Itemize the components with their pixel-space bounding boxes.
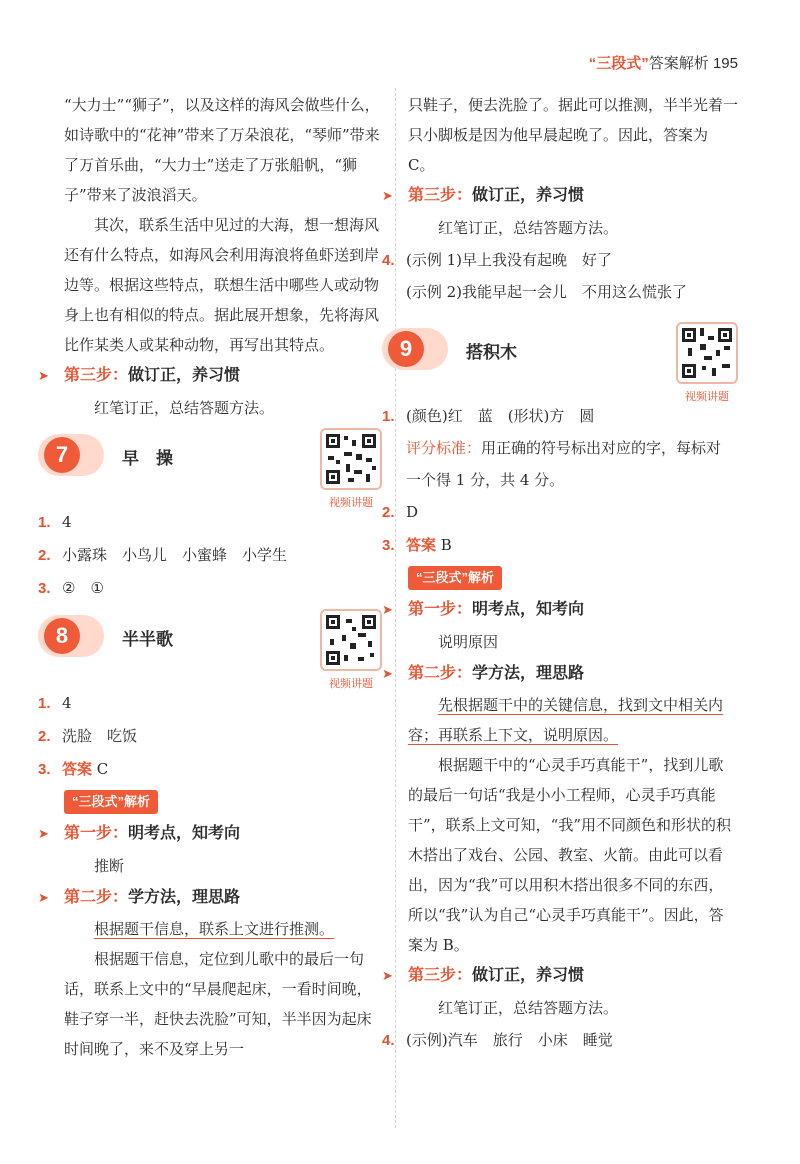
- qr-code-icon: [676, 322, 738, 384]
- header-title: 答案解析: [648, 55, 709, 72]
- qr-caption: 视频讲题: [329, 678, 373, 690]
- arrow-bullet-icon: ➤: [38, 368, 49, 383]
- paragraph: “大力士”“狮子”，以及这样的海风会做些什么，如诗歌中的“花神”带来了万朵浪花，“琴师”带来了万首乐曲，“大力士”送走了万张船帆，“狮子”带来了波浪滔天。: [64, 96, 380, 204]
- question-3: 3. ② ①: [38, 579, 104, 597]
- video-qr[interactable]: [676, 322, 738, 404]
- analysis-tag: “三段式”解析: [64, 790, 158, 814]
- step-heading: ➤ 第三步：做订正，养习惯: [382, 960, 738, 992]
- step-heading: ➤ 第二步：学方法，理思路: [38, 882, 382, 914]
- qr-caption: 视频讲题: [329, 497, 373, 509]
- question-1: 1. 4: [38, 694, 72, 712]
- step-text: 推断: [94, 857, 125, 875]
- lesson-title: 半半歌: [122, 630, 173, 649]
- question-3: 3. 答案 C: [38, 760, 109, 778]
- qr-code-icon: [320, 428, 382, 490]
- page-number: 195: [712, 55, 738, 72]
- lesson-header-9: [382, 322, 738, 403]
- qr-caption: 视频讲题: [685, 391, 729, 403]
- arrow-bullet-icon: ➤: [38, 826, 49, 841]
- step-text: 红笔订正，总结答题方法。: [94, 399, 275, 417]
- question-2: 2. D: [382, 503, 419, 521]
- arrow-bullet-icon: ➤: [382, 188, 393, 203]
- question-4: 4. (示例 1)早上我没有起晚 好了 (示例 2)我能早起一会儿 不用这么慌张了: [382, 251, 688, 301]
- video-qr[interactable]: [320, 609, 382, 691]
- method-text: 先根据题干中的关键信息，找到文中相关内容；再联系上下文，说明原因。: [408, 696, 724, 744]
- step-text: 红笔订正，总结答题方法。: [438, 999, 619, 1017]
- video-qr[interactable]: [320, 428, 382, 510]
- header-series: “三段式”: [588, 55, 649, 72]
- question-2: 2. 小露珠 小鸟儿 小蜜蜂 小学生: [38, 546, 288, 564]
- paragraph: 根据题干中的“心灵手巧真能干”，找到儿歌的最后一句话“我是小小工程师，心灵手巧真能干”，联系上文可知，“我”用不同颜色和形状的积木搭出了戏台、公园、教室、火箭。由此可以看出，因为“我”可以用积木搭出很多不同的东西，所以“我”认为自己“心灵手巧真能干”。因此，答案为 B。: [408, 756, 732, 954]
- step-heading: ➤ 第一步：明考点，知考向: [38, 818, 382, 850]
- lesson-number: 7: [44, 437, 80, 473]
- step-heading: ➤ 第三步：做订正，养习惯: [382, 180, 738, 212]
- lesson-title: 早 操: [122, 449, 173, 468]
- paragraph: 根据题干信息，定位到儿歌中的最后一句话，联系上文中的“早晨爬起床，一看时间晚，鞋子穿一半，赶快去洗脸”可知，半半因为起床时间晚了，来不及穿上另一: [64, 950, 372, 1058]
- arrow-bullet-icon: ➤: [382, 666, 393, 681]
- step-text: 说明原因: [438, 633, 499, 651]
- step-text: 红笔订正，总结答题方法。: [438, 219, 619, 237]
- analysis-tag: “三段式”解析: [408, 566, 502, 590]
- paragraph: 其次，联系生活中见过的大海，想一想海风还有什么特点，如海风会利用海浪将鱼虾送到岸边等。根据这些特点，联想生活中哪些人或动物身上也有相似的特点。据此展开想象，先将海风比作某类人或某种动物，再写出其特点。: [64, 216, 380, 354]
- lesson-header-7: [38, 428, 382, 509]
- lesson-number: 9: [388, 331, 424, 367]
- method-text: 根据题干信息，联系上文进行推测。: [94, 920, 335, 938]
- question-4: 4. (示例)汽车 旅行 小床 睡觉: [382, 1031, 613, 1049]
- lesson-header-8: [38, 609, 382, 690]
- question-3: 3. 答案 B: [382, 536, 452, 554]
- question-1: 1. (颜色)红 蓝 (形状)方 圆 评分标准：用正确的符号标出对应的字，每标对一个得 1 分，共 4 分。: [382, 407, 722, 489]
- arrow-bullet-icon: ➤: [38, 890, 49, 905]
- arrow-bullet-icon: ➤: [382, 968, 393, 983]
- criteria-label: 评分标准：: [406, 439, 482, 457]
- qr-code-icon: [320, 609, 382, 671]
- lesson-title: 搭积木: [466, 343, 517, 362]
- arrow-bullet-icon: ➤: [382, 602, 393, 617]
- question-1: 1. 4: [38, 513, 72, 531]
- step-heading: ➤ 第一步：明考点，知考向: [382, 594, 738, 626]
- step-heading: ➤ 第二步：学方法，理思路: [382, 658, 738, 690]
- lesson-number: 8: [44, 618, 80, 654]
- right-column: [382, 90, 739, 1057]
- question-2: 2. 洗脸 吃饭: [38, 727, 138, 745]
- paragraph: 只鞋子，便去洗脸了。据此可以推测，半半光着一只小脚板是因为他早晨起晚了。因此，答案为 C。: [408, 96, 739, 174]
- step-heading: ➤ 第三步：做订正，养习惯: [38, 360, 382, 392]
- left-column: [38, 90, 382, 1064]
- page-header: [589, 52, 738, 73]
